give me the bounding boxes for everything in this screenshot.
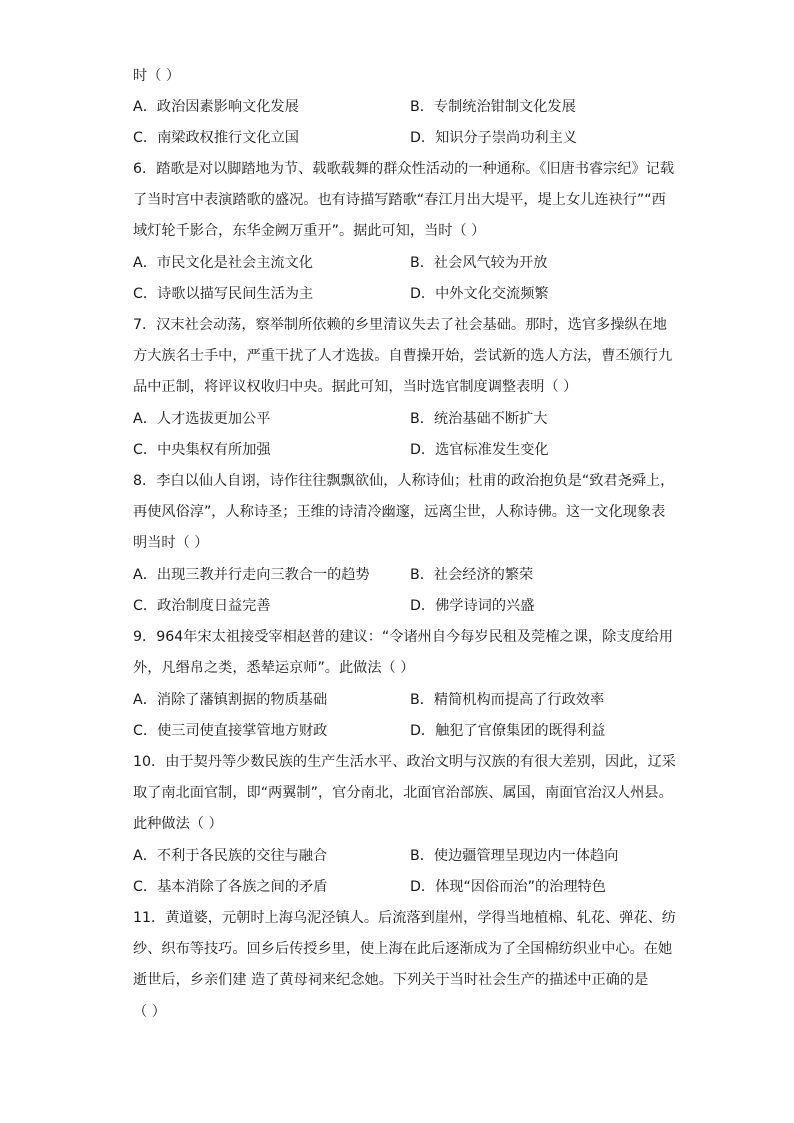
q11-stem-line-2: 纱、织布等技巧。回乡后传授乡里，使上海在此后逐渐成为了全国棉纺织业中心。在她 (133, 941, 673, 957)
q10-stem-line-1: 10．由于契丹等少数民族的生产生活水平、政治文明与汉族的有很大差别，因此，辽采 (133, 754, 676, 770)
q8-stem-line-3: 明当时（ ） (133, 535, 209, 551)
q9-option-d[interactable]: D．触犯了官僚集团的既得利益 (410, 723, 606, 739)
q6-options-row-2 (133, 284, 693, 304)
q8-option-c[interactable]: C．政治制度日益完善 (133, 598, 271, 614)
q5-option-d[interactable]: D．知识分子崇尚功利主义 (410, 130, 577, 146)
q8-options-row-1 (133, 565, 693, 585)
q6-stem-line-3: 域灯轮千影合，东华金阙万重开”。据此可知，当时（ ） (133, 223, 486, 239)
q8-option-a[interactable]: A．出现三教并行走向三教合一的趋势 (133, 567, 370, 583)
q7-options-row-1 (133, 409, 693, 429)
q9-option-a[interactable]: A．消除了藩镇割据的物质基础 (133, 692, 328, 708)
q6-stem-line-2: 了当时宫中表演踏歌的盛况。也有诗描写踏歌“春江月出大堤平，堤上女儿连袂行”“西 (133, 192, 666, 208)
q10-option-b[interactable]: B．使边疆管理呈现边内一体趋向 (410, 848, 619, 864)
q7-option-b[interactable]: B．统治基础不断扩大 (410, 411, 548, 427)
q5-options-row-2 (133, 128, 693, 148)
q6-option-b[interactable]: B．社会风气较为开放 (410, 255, 548, 271)
q6-option-a[interactable]: A．市民文化是社会主流文化 (133, 255, 313, 271)
q6-option-c[interactable]: C．诗歌以描写民间生活为主 (133, 286, 314, 302)
q7-option-c[interactable]: C．中央集权有所加强 (133, 442, 271, 458)
q10-stem-line-3: 此种做法（ ） (133, 816, 223, 832)
q8-stem-line-2: 再使风俗淳”，人称诗圣；王维的诗清冷幽邃，远离尘世，人称诗佛。这一文化现象表 (133, 504, 666, 520)
q9-stem-line-1: 9．964年宋太祖接受宰相赵普的建议：“令诸州自今每岁民租及莞榷之课，除支度给用 (133, 629, 674, 645)
q8-options-row-2 (133, 596, 693, 616)
q7-option-d[interactable]: D．选官标准发生变化 (410, 442, 549, 458)
q8-option-d[interactable]: D．佛学诗词的兴盛 (410, 598, 535, 614)
q11-stem-line-1: 11．黄道婆，元朝时上海乌泥泾镇人。后流落到崖州，学得当地植棉、轧花、弹花、纺 (133, 910, 676, 926)
q9-option-c[interactable]: C．使三司使直接掌管地方财政 (133, 723, 328, 739)
q6-stem-line-1: 6．踏歌是对以脚踏地为节、载歌载舞的群众性活动的一种通称。《旧唐书睿宗纪》记载 (133, 161, 675, 177)
q7-option-a[interactable]: A．人才选拔更加公平 (133, 411, 271, 427)
q5-option-c[interactable]: C．南梁政权推行文化立国 (133, 130, 299, 146)
q7-options-row-2 (133, 440, 693, 460)
q10-option-d[interactable]: D．体现“因俗而治”的治理特色 (410, 879, 606, 895)
q6-options-row-1 (133, 253, 693, 273)
q5-options-row-1 (133, 97, 693, 117)
q10-stem-line-2: 取了南北面官制，即“两翼制”，官分南北，北面官治部族、属国，南面官治汉人州县。 (133, 785, 673, 801)
q7-stem-line-2: 方大族名士手中，严重干扰了人才选拔。自曹操开始，尝试新的选人方法，曹丕颁行九 (133, 348, 673, 364)
q10-options-row-2 (133, 877, 693, 897)
q5-stem-tail: 时（ ） (133, 68, 181, 84)
q8-option-b[interactable]: B．社会经济的繁荣 (410, 567, 534, 583)
q11-stem-line-4: （ ） (133, 1004, 166, 1020)
q9-options-row-1 (133, 690, 693, 710)
q10-option-a[interactable]: A．不利于各民族的交往与融合 (133, 848, 328, 864)
q11-stem-line-3: 逝世后，乡亲们建 造了黄母祠来纪念她。下列关于当时社会生产的描述中正确的是 (133, 972, 649, 988)
q9-options-row-2 (133, 721, 693, 741)
q5-option-b[interactable]: B．专制统治钳制文化发展 (410, 99, 576, 115)
q9-stem-line-2: 外，凡缗帛之类，悉辇运京师”。此做法（ ） (133, 660, 415, 676)
q5-option-a[interactable]: A．政治因素影响文化发展 (133, 99, 299, 115)
q7-stem-line-3: 品中正制，将评议权收归中央。据此可知，当时选官制度调整表明（ ） (133, 379, 578, 395)
q9-option-b[interactable]: B．精简机构而提高了行政效率 (410, 692, 605, 708)
q7-stem-line-1: 7．汉末社会动荡，察举制所依赖的乡里清议失去了社会基础。那时，选官多操纵在地 (133, 317, 667, 333)
q10-options-row-1 (133, 846, 693, 866)
q6-option-d[interactable]: D．中外文化交流频繁 (410, 286, 549, 302)
q8-stem-line-1: 8．李白以仙人自诩，诗作往往飘飘欲仙，人称诗仙；杜甫的政治抱负是“致君尧舜上， (133, 473, 675, 489)
q10-option-c[interactable]: C．基本消除了各族之间的矛盾 (133, 879, 328, 895)
